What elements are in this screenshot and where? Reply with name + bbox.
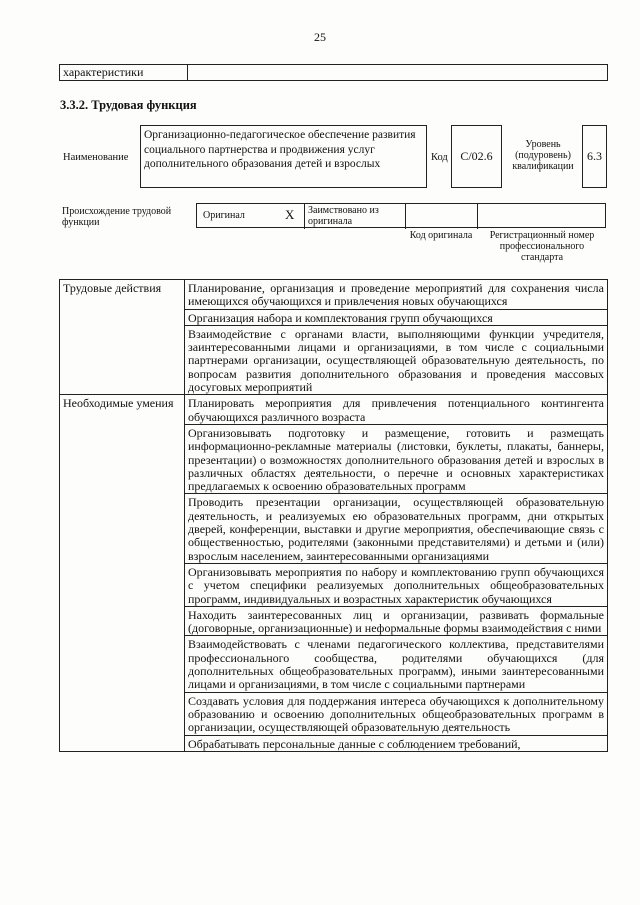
borrowed-label: Заимствовано из оригинала xyxy=(308,205,379,227)
top-row-text: характеристики xyxy=(60,65,188,80)
original-mark: X xyxy=(285,207,295,222)
regnum-caption: Регистрационный номер профессионального стандарта xyxy=(489,230,595,263)
original-label: Оригинал xyxy=(203,210,245,221)
row-label: Необходимые умения xyxy=(60,395,185,751)
table-cell: Взаимодействовать с членами педагогического коллектива, представителями профессионального сообщества, родителями обучающихся (для дополнительных общеобразовательных программ), иными заинтересованными лицами и организациями, в том числе с социальными партнерами xyxy=(185,636,608,692)
code-caption: Код оригинала xyxy=(409,230,473,241)
table-cell: Планировать мероприятия для привлечения потенциального контингента обучающихся различного возраста xyxy=(185,395,608,425)
level-value: 6.3 xyxy=(582,125,607,188)
table-cell: Взаимодействие с органами власти, выполняющими функции учредителя, заинтересованными лицами и организациями, в том числе с социальными партнерами организации, осуществляющей образовательную деятельность, по вопросам развития дополнительного образования и проведения массовых досуговых мероприятий xyxy=(185,325,608,394)
page-number: 25 xyxy=(314,30,326,44)
table-cell: Обрабатывать персональные данные с соблюдением требований, xyxy=(185,735,608,751)
name-label: Наименование xyxy=(63,152,129,163)
table-cell: Организовывать мероприятия по набору и комплектованию групп обучающихся с учетом специфики реализуемых дополнительных общеобразовательных программ, индивидуальных и возрастных характеристик обучающихся xyxy=(185,563,608,606)
original-code-cell xyxy=(406,204,478,229)
section-title: 3.3.2. Трудовая функция xyxy=(60,98,197,112)
labor-function-table xyxy=(59,279,608,752)
origin-label: Происхождение трудовой функции xyxy=(62,206,172,228)
table-cell: Планирование, организация и проведение мероприятий для сохранения числа имеющихся обучающихся и привлечения новых обучающихся xyxy=(185,280,608,310)
table-row xyxy=(60,280,608,310)
table-cell: Находить заинтересованных лиц и организации, развивать формальные (договорные, организационные) и неформальные формы взаимодействия с ними xyxy=(185,606,608,636)
table-cell: Организовывать подготовку и размещение, готовить и размещать информационно-рекламные материалы (листовки, буклеты, плакаты, баннеры, презентации) о возможностях дополнительного образования детей и взрослых в различных областях деятельности, о перечне и основных характеристиках предлагаемых к освоению образовательных программ xyxy=(185,424,608,493)
table-row xyxy=(60,395,608,425)
code-label: Код xyxy=(431,152,448,163)
code-value: С/02.6 xyxy=(451,125,502,188)
name-value: Организационно-педагогическое обеспечение развития социального партнерства и продвижения услуг дополнительного образования детей и взрослых xyxy=(140,125,427,188)
level-label: Уровень (подуровень) квалификации xyxy=(512,139,574,172)
table-cell: Создавать условия для поддержания интереса обучающихся к дополнительному образованию и освоению дополнительных общеобразовательных программ в организации, осуществляющей образовательную деятельность xyxy=(185,692,608,735)
table-cell: Проводить презентации организации, осуществляющей образовательную деятельность, и реализуемых ею образовательных программ, дни открытых дверей, конференции, выставки и другие мероприятия, обеспечивающие связь с общественностью, родителями (законными представителями) и детьми и (или) взрослым населением, заинтересованными организациями xyxy=(185,494,608,563)
regnum-cell xyxy=(478,204,606,229)
table-cell: Организация набора и комплектования групп обучающихся xyxy=(185,309,608,325)
previous-table-tail xyxy=(59,64,608,81)
origin-table xyxy=(196,203,606,228)
row-label: Трудовые действия xyxy=(60,280,185,395)
